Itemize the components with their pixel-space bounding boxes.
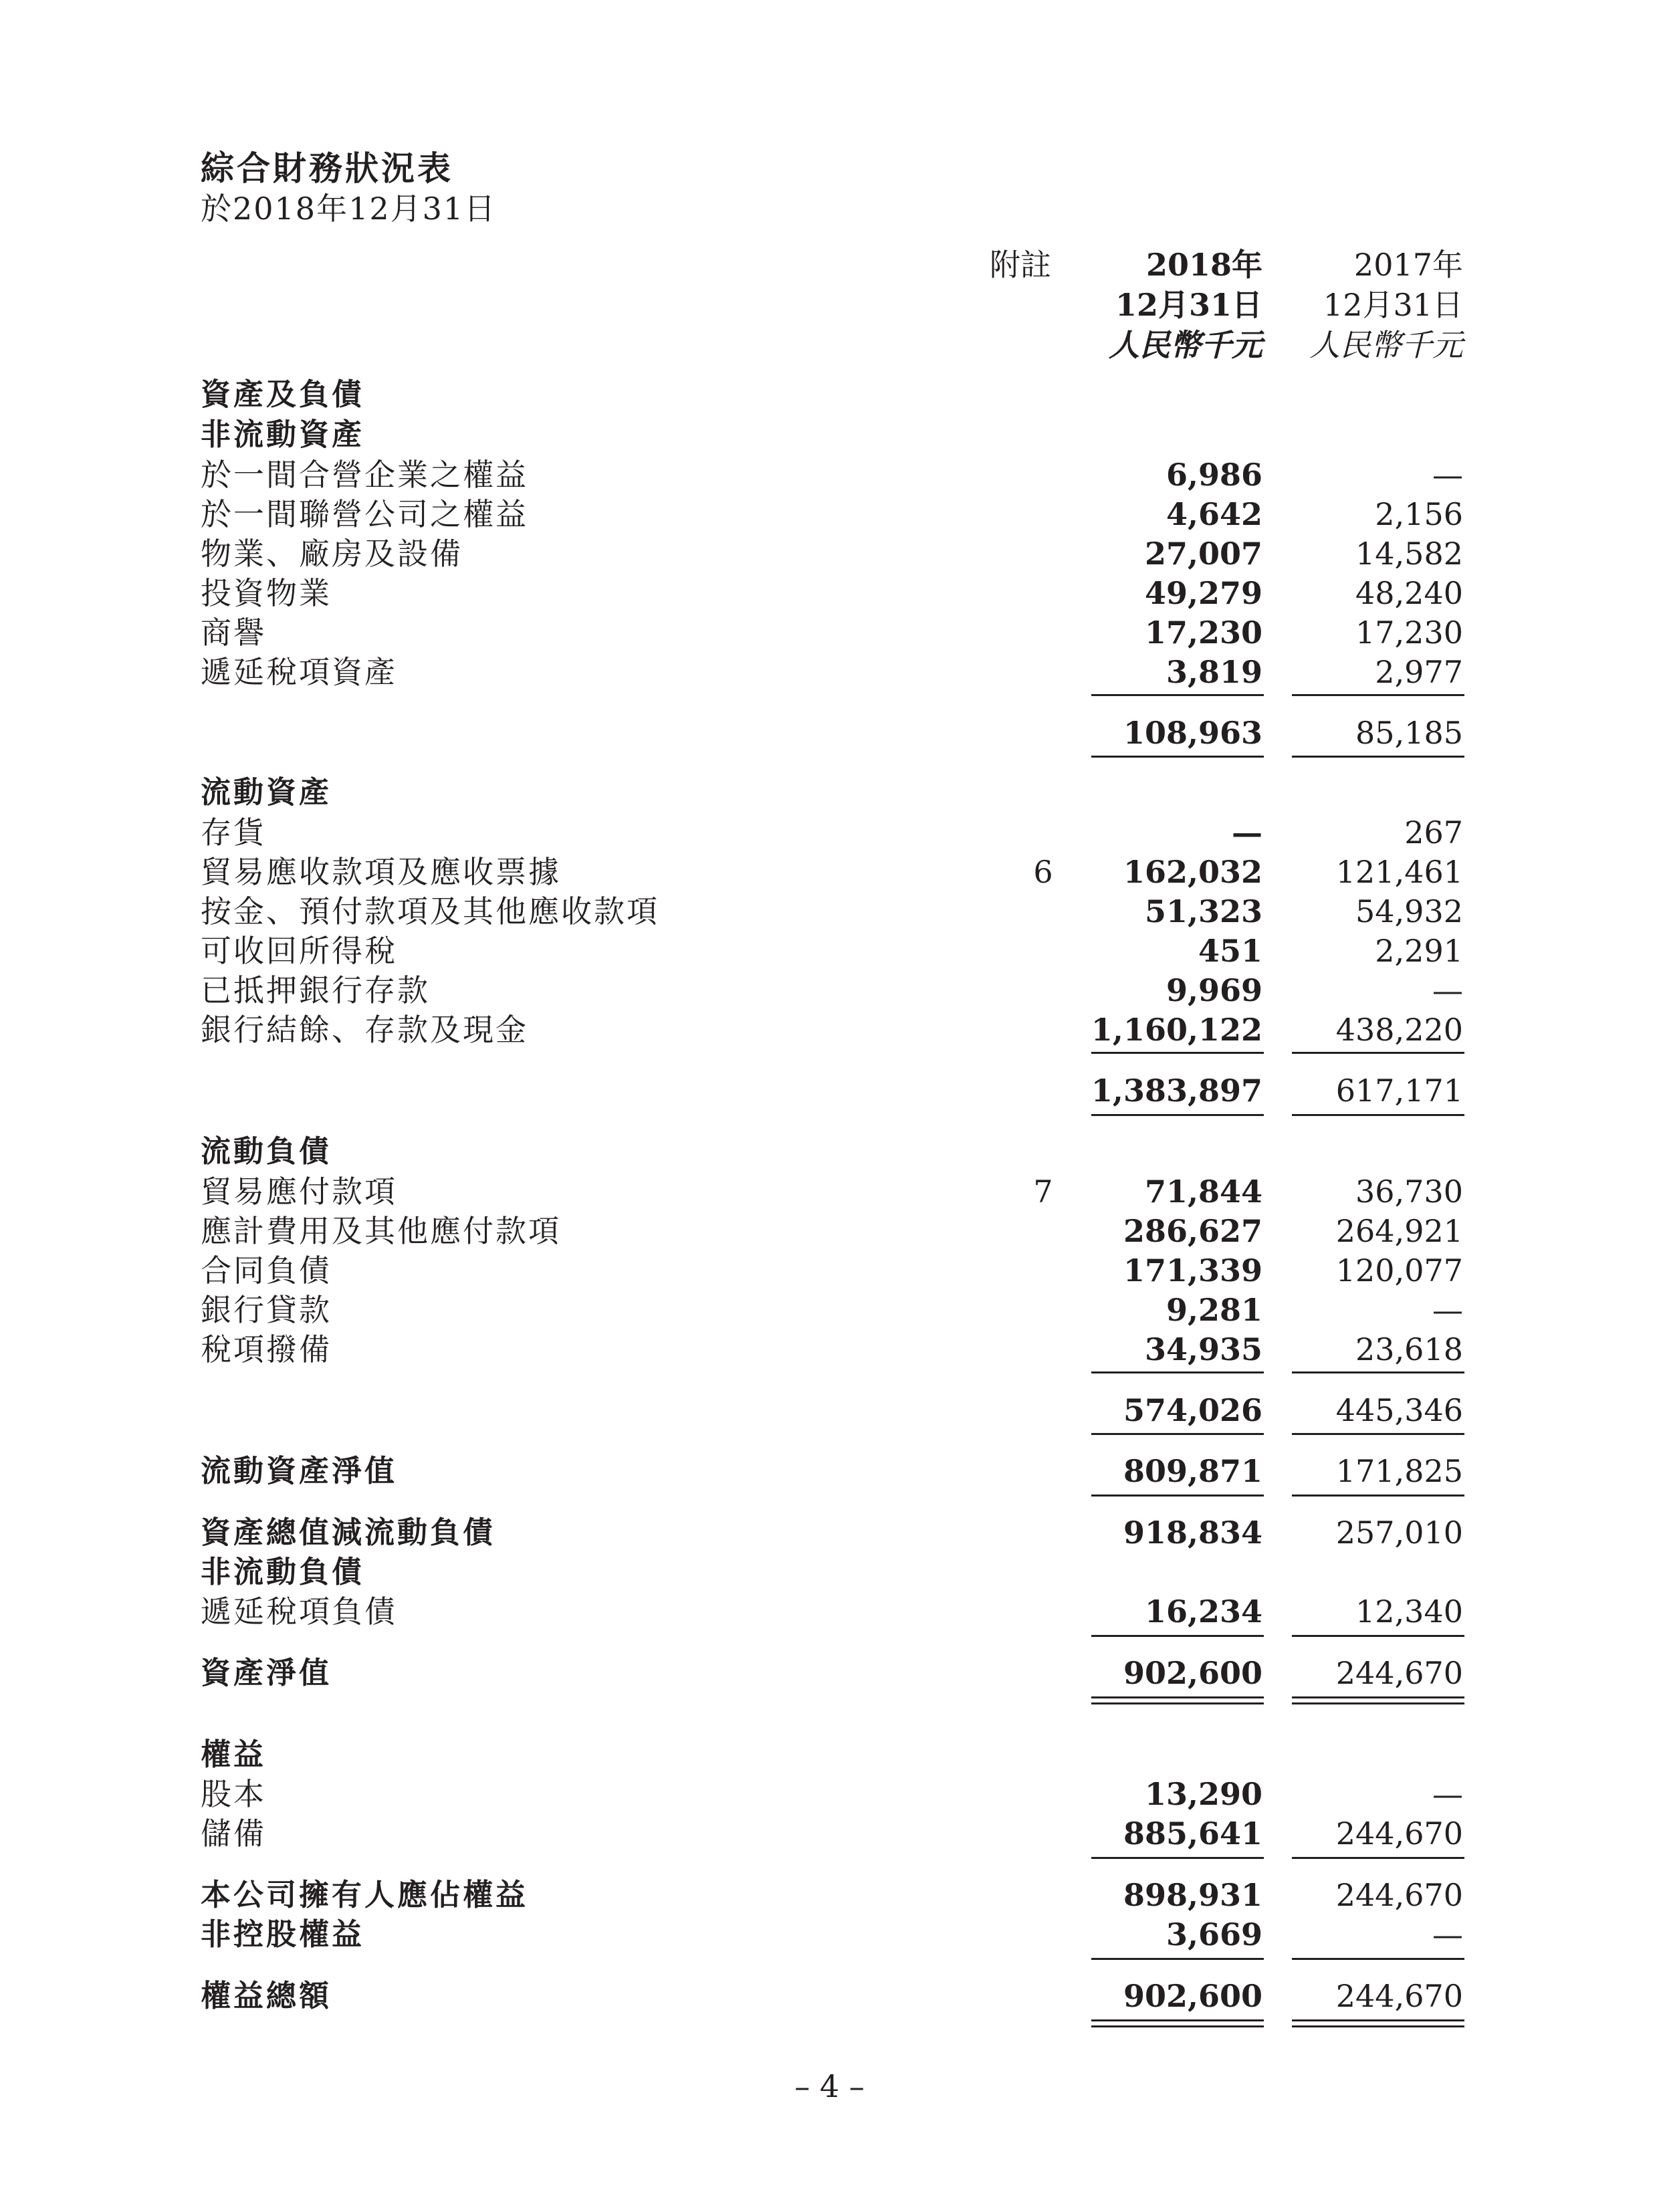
subtotal-rule bbox=[1091, 1495, 1264, 1497]
row-current-value: 918,834 bbox=[1123, 1515, 1262, 1551]
prior-year-header: 2017年 bbox=[1353, 247, 1463, 283]
double-rule bbox=[1292, 1702, 1464, 1704]
table-row bbox=[201, 852, 1463, 892]
row-prior-value: — bbox=[1432, 1916, 1463, 1953]
subtotal-rule bbox=[1292, 756, 1464, 758]
row-label: 合同負債 bbox=[201, 1252, 332, 1289]
subtotal-rule bbox=[1292, 1495, 1464, 1497]
current-assets-total-current: 1,383,897 bbox=[1091, 1073, 1262, 1109]
row-current-value: 162,032 bbox=[1123, 854, 1262, 890]
table-row bbox=[201, 1591, 1463, 1632]
double-rule bbox=[1292, 2019, 1464, 2021]
subtotal-rule bbox=[1091, 1857, 1264, 1859]
row-prior-value: 12,340 bbox=[1355, 1593, 1463, 1630]
subtotal-rule bbox=[1292, 1371, 1464, 1373]
row-prior-value: 23,618 bbox=[1355, 1331, 1463, 1367]
current-liabilities-total-prior: 445,346 bbox=[1335, 1392, 1463, 1428]
row-current-value: 3,669 bbox=[1166, 1916, 1262, 1953]
row-current-value: 171,339 bbox=[1123, 1252, 1262, 1289]
section-heading bbox=[201, 772, 1463, 812]
row-prior-value: 257,010 bbox=[1335, 1515, 1463, 1551]
row-label: 物業、廠房及設備 bbox=[201, 536, 463, 572]
row-prior-value: 14,582 bbox=[1355, 536, 1463, 572]
row-label: 資產淨值 bbox=[201, 1655, 332, 1690]
row-current-value: 902,600 bbox=[1123, 1655, 1262, 1691]
table-row bbox=[201, 652, 1463, 692]
section-non-current-assets: 非流動資產 bbox=[201, 417, 365, 452]
row-label: 商譽 bbox=[201, 615, 266, 651]
page-number: – 4 – bbox=[794, 2068, 865, 2104]
row-note: 7 bbox=[1033, 1174, 1053, 1210]
row-label: 於一間聯營公司之權益 bbox=[201, 496, 528, 532]
row-prior-value: 54,932 bbox=[1355, 893, 1463, 929]
row-current-value: 16,234 bbox=[1144, 1593, 1262, 1630]
subtotal-rule bbox=[1091, 756, 1264, 758]
table-row bbox=[201, 573, 1463, 613]
row-label: 儲備 bbox=[201, 1815, 266, 1852]
subtotal-row bbox=[201, 713, 1463, 753]
row-current-value: 6,986 bbox=[1166, 457, 1262, 493]
row-label: 銀行貸款 bbox=[201, 1292, 332, 1328]
row-prior-value: 2,977 bbox=[1375, 654, 1463, 690]
non-current-assets-total-current: 108,963 bbox=[1123, 715, 1262, 751]
row-prior-value: 120,077 bbox=[1335, 1252, 1463, 1289]
row-label: 股本 bbox=[201, 1776, 266, 1812]
page-title: 綜合財務狀況表 bbox=[201, 149, 453, 188]
row-current-value: 1,160,122 bbox=[1091, 1012, 1262, 1048]
row-label: 貿易應付款項 bbox=[201, 1174, 397, 1210]
subtotal-rule bbox=[1091, 1052, 1264, 1054]
table-row bbox=[201, 931, 1463, 971]
double-rule bbox=[1091, 2025, 1264, 2027]
row-prior-value: — bbox=[1432, 972, 1463, 1008]
row-label: 稅項撥備 bbox=[201, 1331, 332, 1367]
row-prior-value: 121,461 bbox=[1335, 854, 1463, 890]
double-rule bbox=[1091, 2019, 1264, 2021]
row-label: 已抵押銀行存款 bbox=[201, 972, 430, 1008]
total-equity-row bbox=[201, 1976, 1463, 2016]
row-current-value: 71,844 bbox=[1144, 1174, 1262, 1210]
table-row bbox=[201, 1010, 1463, 1050]
row-label: 投資物業 bbox=[201, 575, 332, 611]
row-prior-value: 244,670 bbox=[1335, 1815, 1463, 1852]
subtotal-row bbox=[201, 1390, 1463, 1430]
section-non-current-liabilities: 非流動負債 bbox=[201, 1554, 365, 1589]
table-row bbox=[201, 455, 1463, 495]
row-label: 於一間合營企業之權益 bbox=[201, 457, 528, 493]
subtotal-rule bbox=[1292, 1114, 1464, 1116]
row-prior-value: 2,291 bbox=[1375, 933, 1463, 969]
subtotal-rule bbox=[1292, 1857, 1464, 1859]
row-prior-value: 244,670 bbox=[1335, 1655, 1463, 1691]
row-current-value: 902,600 bbox=[1123, 1978, 1262, 2014]
subtotal-row bbox=[201, 1071, 1463, 1111]
current-date-header: 12月31日 bbox=[1115, 287, 1262, 323]
subtotal-rule bbox=[1091, 1958, 1264, 1960]
table-row bbox=[201, 1250, 1463, 1291]
row-label: 權益總額 bbox=[201, 1978, 332, 2013]
table-row bbox=[201, 812, 1463, 853]
row-label: 按金、預付款項及其他應收款項 bbox=[201, 893, 659, 929]
double-rule bbox=[1091, 1702, 1264, 1704]
double-rule bbox=[1091, 1696, 1264, 1698]
row-current-value: — bbox=[1232, 814, 1262, 851]
row-note: 6 bbox=[1033, 854, 1053, 890]
non-controlling-row bbox=[201, 1914, 1463, 1955]
equity-attributable-row bbox=[201, 1875, 1463, 1915]
row-current-value: 34,935 bbox=[1144, 1331, 1262, 1367]
row-prior-value: 171,825 bbox=[1335, 1453, 1463, 1489]
row-prior-value: 438,220 bbox=[1335, 1012, 1463, 1048]
row-prior-value: 2,156 bbox=[1375, 496, 1463, 532]
net-current-assets-row bbox=[201, 1451, 1463, 1491]
current-year-header: 2018年 bbox=[1145, 247, 1262, 283]
subtotal-rule bbox=[1091, 1433, 1264, 1435]
row-label: 銀行結餘、存款及現金 bbox=[201, 1012, 528, 1048]
table-row bbox=[201, 1329, 1463, 1369]
row-current-value: 451 bbox=[1198, 933, 1262, 969]
row-current-value: 898,931 bbox=[1123, 1877, 1262, 1913]
row-label: 資產總值減流動負債 bbox=[201, 1515, 496, 1550]
total-assets-less-cl-row bbox=[201, 1513, 1463, 1553]
row-label: 遞延稅項負債 bbox=[201, 1593, 397, 1630]
table-row bbox=[201, 1172, 1463, 1212]
row-label: 存貨 bbox=[201, 814, 266, 851]
table-row bbox=[201, 891, 1463, 931]
row-label: 可收回所得稅 bbox=[201, 933, 397, 969]
subtotal-rule bbox=[1091, 1635, 1264, 1637]
double-rule bbox=[1292, 1696, 1464, 1698]
table-row bbox=[201, 613, 1463, 653]
section-heading bbox=[201, 415, 1463, 455]
subtotal-rule bbox=[1292, 1052, 1464, 1054]
row-label: 非控股權益 bbox=[201, 1916, 365, 1952]
row-current-value: 17,230 bbox=[1144, 615, 1262, 651]
row-current-value: 3,819 bbox=[1166, 654, 1262, 690]
row-current-value: 9,281 bbox=[1166, 1292, 1262, 1328]
row-current-value: 809,871 bbox=[1123, 1453, 1262, 1489]
row-label: 本公司擁有人應佔權益 bbox=[201, 1877, 529, 1912]
subtotal-rule bbox=[1292, 1958, 1464, 1960]
non-current-assets-total-prior: 85,185 bbox=[1355, 715, 1463, 751]
subtotal-rule bbox=[1091, 1371, 1264, 1373]
subtotal-rule bbox=[1091, 694, 1264, 696]
table-row bbox=[201, 970, 1463, 1010]
page-subtitle: 於2018年12月31日 bbox=[201, 191, 497, 227]
section-assets-liabilities: 資產及負債 bbox=[201, 376, 365, 412]
row-prior-value: 36,730 bbox=[1355, 1174, 1463, 1210]
section-current-liabilities: 流動負債 bbox=[201, 1133, 332, 1169]
row-label: 流動資產淨值 bbox=[201, 1453, 398, 1488]
row-current-value: 4,642 bbox=[1166, 496, 1262, 532]
section-current-assets: 流動資產 bbox=[201, 774, 332, 810]
row-current-value: 27,007 bbox=[1144, 536, 1262, 572]
prior-date-header: 12月31日 bbox=[1323, 287, 1463, 323]
row-prior-value: — bbox=[1432, 457, 1463, 493]
row-prior-value: 244,670 bbox=[1335, 1877, 1463, 1913]
subtotal-rule bbox=[1292, 694, 1464, 696]
row-current-value: 13,290 bbox=[1144, 1776, 1262, 1812]
table-row bbox=[201, 1813, 1463, 1854]
row-current-value: 49,279 bbox=[1144, 575, 1262, 611]
section-heading bbox=[201, 1735, 1463, 1775]
row-prior-value: 264,921 bbox=[1335, 1213, 1463, 1249]
row-prior-value: — bbox=[1432, 1776, 1463, 1812]
table-row bbox=[201, 1774, 1463, 1814]
table-row bbox=[201, 494, 1463, 534]
section-heading bbox=[201, 1131, 1463, 1172]
row-prior-value: 48,240 bbox=[1355, 575, 1463, 611]
section-heading bbox=[201, 1552, 1463, 1592]
prior-unit-header: 人民幣千元 bbox=[1309, 327, 1463, 363]
subtotal-rule bbox=[1292, 1433, 1464, 1435]
section-equity: 權益 bbox=[201, 1737, 267, 1772]
row-prior-value: 267 bbox=[1404, 814, 1463, 851]
row-prior-value: 244,670 bbox=[1335, 1978, 1463, 2014]
row-prior-value: — bbox=[1432, 1292, 1463, 1328]
table-row bbox=[201, 1290, 1463, 1330]
section-heading bbox=[201, 374, 1463, 415]
current-unit-header: 人民幣千元 bbox=[1109, 327, 1262, 363]
net-assets-row bbox=[201, 1653, 1463, 1693]
table-row bbox=[201, 1211, 1463, 1251]
row-prior-value: 17,230 bbox=[1355, 615, 1463, 651]
row-current-value: 9,969 bbox=[1166, 972, 1262, 1008]
double-rule bbox=[1292, 2025, 1464, 2027]
table-row bbox=[201, 534, 1463, 574]
note-column-header: 附註 bbox=[990, 247, 1051, 283]
current-assets-total-prior: 617,171 bbox=[1335, 1073, 1463, 1109]
current-liabilities-total-current: 574,026 bbox=[1123, 1392, 1262, 1428]
row-current-value: 286,627 bbox=[1123, 1213, 1262, 1249]
row-label: 應計費用及其他應付款項 bbox=[201, 1213, 561, 1249]
row-current-value: 51,323 bbox=[1144, 893, 1262, 929]
row-label: 貿易應收款項及應收票據 bbox=[201, 854, 561, 890]
row-current-value: 885,641 bbox=[1123, 1815, 1262, 1852]
subtotal-rule bbox=[1091, 1114, 1264, 1116]
row-label: 遞延稅項資產 bbox=[201, 654, 397, 690]
subtotal-rule bbox=[1292, 1635, 1464, 1637]
